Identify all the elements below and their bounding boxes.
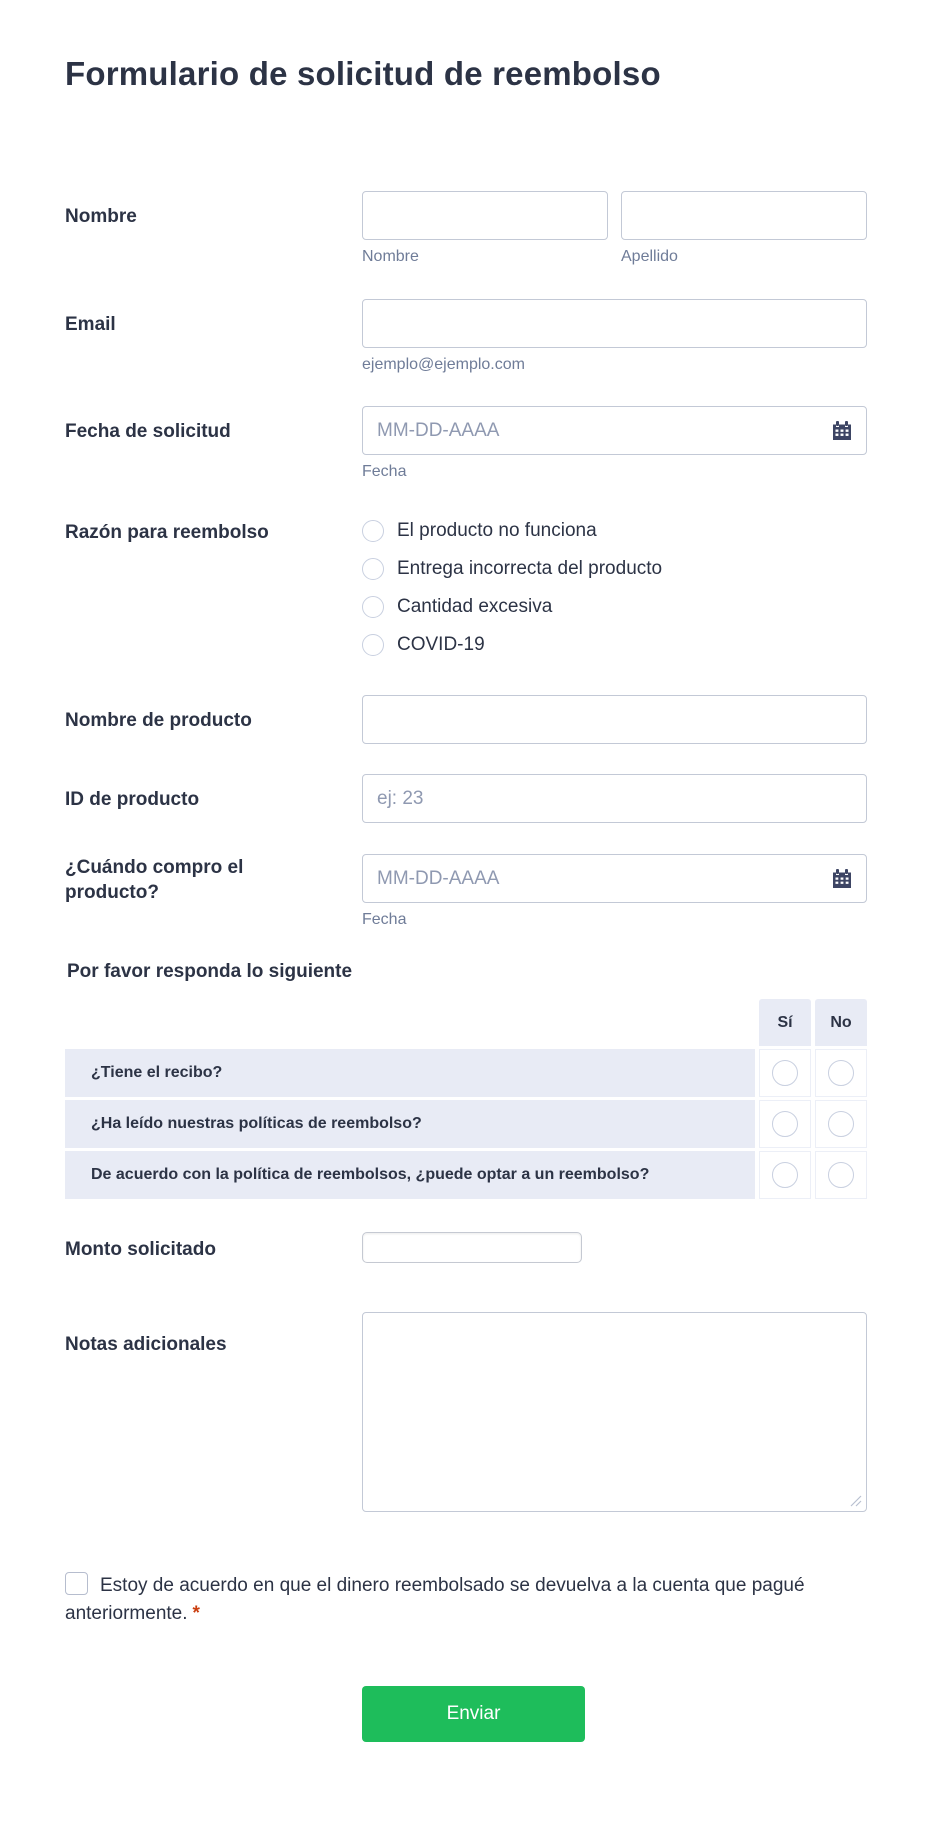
amount-label: Monto solicitado xyxy=(65,1239,216,1260)
purchase-date-sublabel: Fecha xyxy=(362,911,407,928)
survey-question: ¿Tiene el recibo? xyxy=(65,1049,755,1097)
survey-row-eligible xyxy=(65,1151,867,1199)
field-product-name xyxy=(65,695,867,744)
first-name-input[interactable] xyxy=(362,191,608,240)
product-id-input[interactable] xyxy=(362,774,867,823)
radio-icon[interactable] xyxy=(362,596,384,618)
reason-option-covid19[interactable] xyxy=(362,634,867,656)
submit-button[interactable]: Enviar xyxy=(362,1686,585,1742)
survey-question: De acuerdo con la política de reembolsos, ¿puede optar a un reembolso? xyxy=(65,1151,755,1199)
purchase-date-label: ¿Cuándo compro el producto? xyxy=(65,857,244,903)
reason-option-excess-quantity[interactable] xyxy=(362,596,867,618)
product-name-input[interactable] xyxy=(362,695,867,744)
submit-row xyxy=(65,1686,867,1742)
required-asterisk: * xyxy=(192,1603,200,1624)
survey-cell-si[interactable] xyxy=(759,1100,811,1148)
first-name-sublabel: Nombre xyxy=(362,248,419,265)
email-sublabel: ejemplo@ejemplo.com xyxy=(362,356,525,373)
calendar-icon xyxy=(831,420,853,442)
amount-input[interactable] xyxy=(362,1232,582,1263)
radio-option-label: El producto no funciona xyxy=(397,520,597,541)
radio-option-label: COVID-19 xyxy=(397,634,485,655)
product-name-label: Nombre de producto xyxy=(65,710,252,731)
email-label: Email xyxy=(65,314,116,335)
request-date-calendar-button[interactable] xyxy=(831,420,853,442)
reason-option-wrong-delivery[interactable] xyxy=(362,558,867,580)
radio-icon[interactable] xyxy=(772,1111,798,1137)
survey-cell-no[interactable] xyxy=(815,1049,867,1097)
purchase-date-input[interactable] xyxy=(362,854,867,903)
survey-header-spacer xyxy=(65,999,755,1046)
email-input[interactable] xyxy=(362,299,867,348)
survey-cell-no[interactable] xyxy=(815,1151,867,1199)
survey-table xyxy=(65,999,867,1199)
request-date-input[interactable] xyxy=(362,406,867,455)
radio-option-label: Cantidad excesiva xyxy=(397,596,553,617)
radio-icon[interactable] xyxy=(772,1162,798,1188)
request-date-sublabel: Fecha xyxy=(362,463,407,480)
field-notes xyxy=(65,1312,867,1512)
full-name-label: Nombre xyxy=(65,206,137,227)
last-name-sublabel: Apellido xyxy=(621,248,678,265)
radio-icon[interactable] xyxy=(362,558,384,580)
survey-column-no: No xyxy=(815,999,867,1046)
refund-reason-label: Razón para reembolso xyxy=(65,522,269,543)
survey-row-policies-read xyxy=(65,1100,867,1148)
field-request-date xyxy=(65,406,867,481)
field-purchase-date xyxy=(65,854,867,929)
agreement-text: Estoy de acuerdo en que el dinero reembolsado se devuelva a la cuenta que pagué anteriormente. xyxy=(65,1575,805,1624)
radio-icon[interactable] xyxy=(828,1111,854,1137)
purchase-date-calendar-button[interactable] xyxy=(831,868,853,890)
field-product-id xyxy=(65,774,867,823)
calendar-icon xyxy=(831,868,853,890)
survey-question: ¿Ha leído nuestras políticas de reembolso? xyxy=(65,1100,755,1148)
field-amount xyxy=(65,1232,867,1263)
field-agreement xyxy=(65,1572,867,1628)
field-full-name xyxy=(65,191,867,266)
radio-icon[interactable] xyxy=(362,520,384,542)
survey-column-si: Sí xyxy=(759,999,811,1046)
survey-cell-si[interactable] xyxy=(759,1049,811,1097)
last-name-input[interactable] xyxy=(621,191,867,240)
radio-icon[interactable] xyxy=(828,1162,854,1188)
survey-header-row xyxy=(65,999,867,1046)
notes-textarea[interactable] xyxy=(362,1312,867,1512)
radio-option-label: Entrega incorrecta del producto xyxy=(397,558,663,579)
notes-label: Notas adicionales xyxy=(65,1334,227,1355)
radio-icon[interactable] xyxy=(362,634,384,656)
survey-cell-si[interactable] xyxy=(759,1151,811,1199)
agreement-checkbox[interactable] xyxy=(65,1572,88,1595)
survey-heading: Por favor responda lo siguiente xyxy=(67,961,353,982)
field-email xyxy=(65,299,867,374)
field-refund-reason xyxy=(65,519,867,656)
request-date-label: Fecha de solicitud xyxy=(65,421,231,442)
survey-row-receipt xyxy=(65,1049,867,1097)
survey-cell-no[interactable] xyxy=(815,1100,867,1148)
reason-option-product-not-working[interactable] xyxy=(362,520,867,542)
radio-icon[interactable] xyxy=(828,1060,854,1086)
product-id-label: ID de producto xyxy=(65,789,200,810)
page-title: Formulario de solicitud de reembolso xyxy=(65,55,661,92)
radio-icon[interactable] xyxy=(772,1060,798,1086)
